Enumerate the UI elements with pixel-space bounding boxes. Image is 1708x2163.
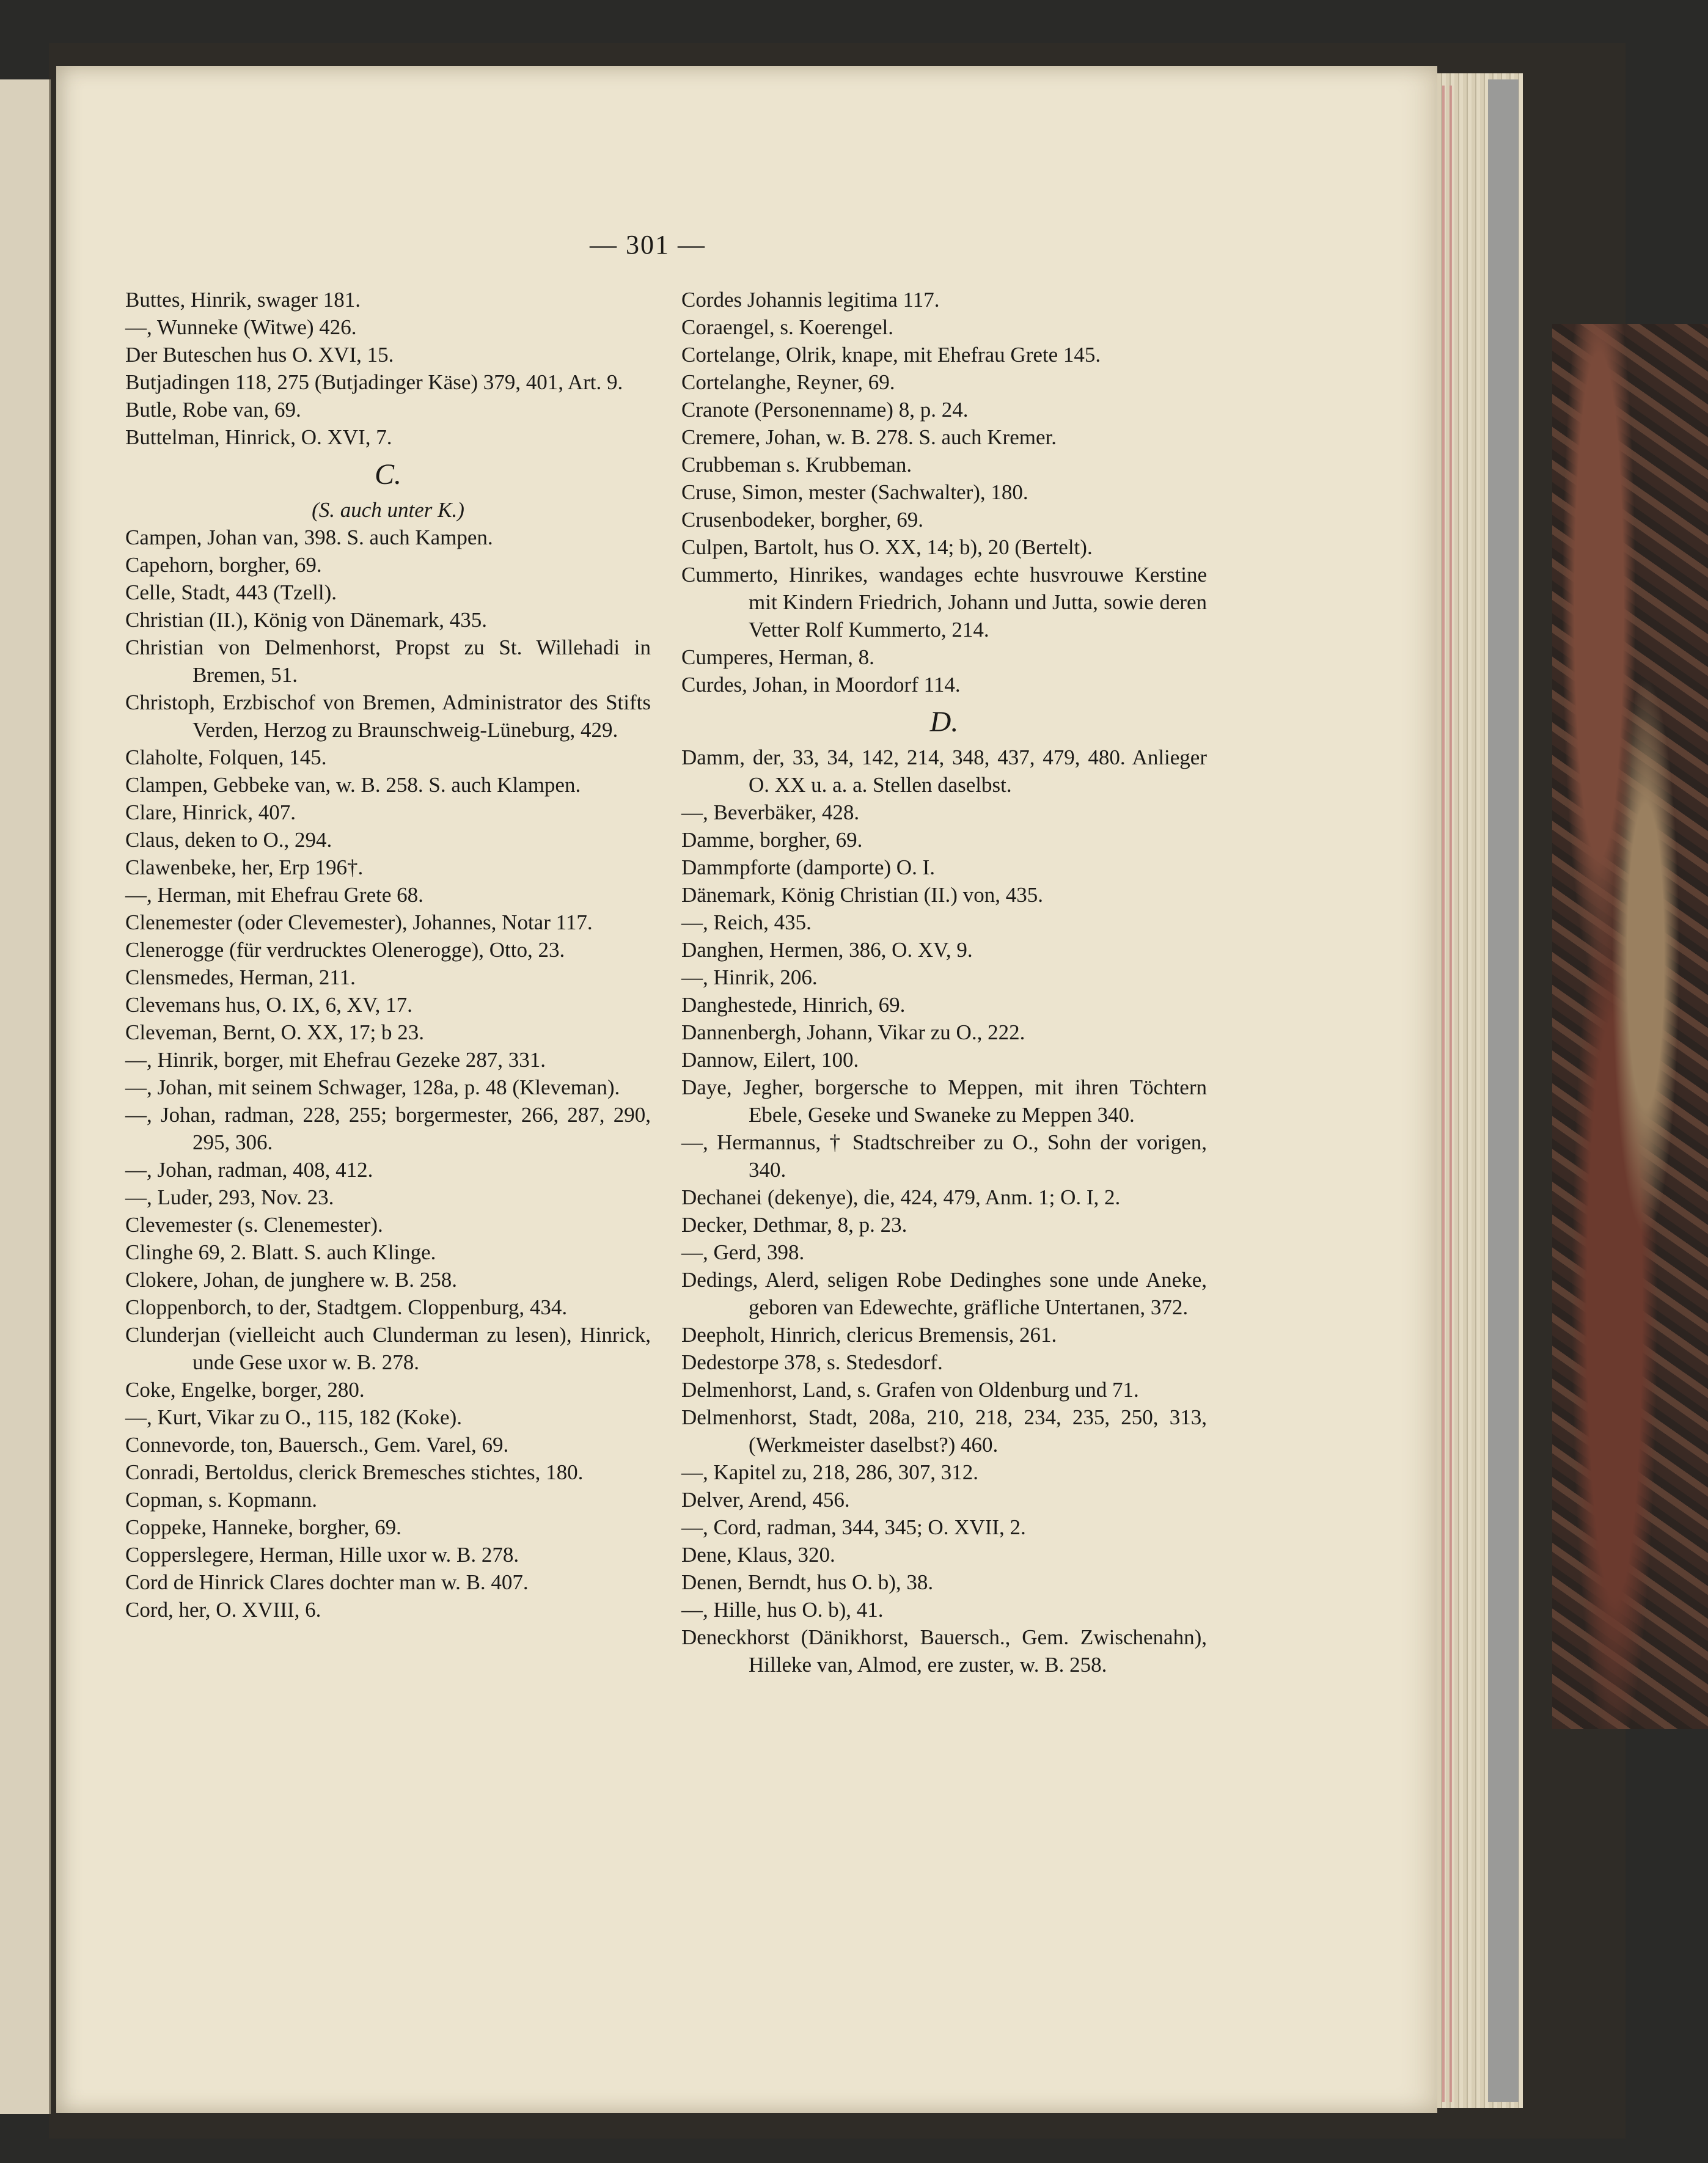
index-entry: Clampen, Gebbeke van, w. B. 258. S. auch Klampen. <box>125 773 581 797</box>
section-letter: C. <box>374 458 401 491</box>
index-entry: —, Hinrik, 206. <box>681 965 818 989</box>
index-entry: —, Herman, mit Ehefrau Grete 68. <box>125 883 423 907</box>
index-entry: Dannenbergh, Johann, Vikar zu O., 222. <box>681 1020 1025 1044</box>
index-entry: Coke, Engelke, borger, 280. <box>125 1378 365 1402</box>
index-entry: Damme, borgher, 69. <box>681 828 863 852</box>
index-entry: Dannow, Eilert, 100. <box>681 1048 859 1072</box>
index-entry: Clenerogge (für verdrucktes Olenerogge), Otto, 23. <box>125 938 565 962</box>
index-entry: Dänemark, König Christian (II.) von, 435. <box>681 883 1043 907</box>
index-entry: Der Buteschen hus O. XVI, 15. <box>125 343 394 367</box>
index-entry: —, Kurt, Vikar zu O., 115, 182 (Koke). <box>125 1405 462 1429</box>
index-entry: Clevemans hus, O. IX, 6, XV, 17. <box>125 993 412 1017</box>
index-entry: Cumperes, Herman, 8. <box>681 645 874 669</box>
index-entry: —, Hermannus, † Stadtschreiber zu O., Sohn der vorigen, 340. <box>681 1130 1207 1182</box>
index-entry: Danghestede, Hinrich, 69. <box>681 993 906 1017</box>
index-entry: Dedestorpe 378, s. Stedesdorf. <box>681 1350 943 1374</box>
index-entry: Clevemester (s. Clenemester). <box>125 1213 383 1237</box>
endpaper-edge <box>1488 79 1519 2102</box>
index-entry: Capehorn, borgher, 69. <box>125 553 322 577</box>
index-entry: —, Gerd, 398. <box>681 1240 805 1264</box>
index-entry: Cruse, Simon, mester (Sachwalter), 180. <box>681 480 1028 504</box>
section-letter: D. <box>929 706 959 738</box>
index-entry: Curdes, Johan, in Moordorf 114. <box>681 673 961 697</box>
right-column <box>681 286 1207 1678</box>
left-page-edge <box>0 79 51 2114</box>
index-entry: —, Hinrik, borger, mit Ehefrau Gezeke 287, 331. <box>125 1048 546 1072</box>
index-entry: Cummerto, Hinrikes, wandages echte husvrouwe Kerstine mit Kindern Friedrich, Johann und Jutta, sowie deren Vetter Rolf Kummerto, 214. <box>681 563 1207 642</box>
index-entry: Cord de Hinrick Clares dochter man w. B. 407. <box>125 1570 529 1594</box>
index-entry: Butle, Robe van, 69. <box>125 398 301 422</box>
index-entry: Buttelman, Hinrick, O. XVI, 7. <box>125 425 392 449</box>
index-entry: Crusenbodeker, borgher, 69. <box>681 508 924 532</box>
index-entry: Clare, Hinrick, 407. <box>125 800 296 824</box>
index-entry: Conradi, Bertoldus, clerick Bremesches stichtes, 180. <box>125 1460 584 1484</box>
index-entry: —, Johan, radman, 408, 412. <box>125 1158 373 1182</box>
index-entry: —, Kapitel zu, 218, 286, 307, 312. <box>681 1460 979 1484</box>
index-entry: Decker, Dethmar, 8, p. 23. <box>681 1213 907 1237</box>
index-entry: Cleveman, Bernt, O. XX, 17; b 23. <box>125 1020 424 1044</box>
index-entry: Danghen, Hermen, 386, O. XV, 9. <box>681 938 973 962</box>
index-entry: Cloppenborch, to der, Stadtgem. Cloppenburg, 434. <box>125 1295 568 1319</box>
index-entry: —, Wunneke (Witwe) 426. <box>125 315 357 339</box>
index-entry: Cremere, Johan, w. B. 278. S. auch Kremer. <box>681 425 1057 449</box>
marbled-cover <box>1552 324 1708 1729</box>
index-entry: —, Johan, mit seinem Schwager, 128a, p. 48 (Kleveman). <box>125 1075 620 1099</box>
index-entry: Delmenhorst, Stadt, 208a, 210, 218, 234, 235, 250, 313, (Werkmeister daselbst?) 460. <box>681 1405 1207 1457</box>
index-entry: Buttes, Hinrik, swager 181. <box>125 288 361 312</box>
index-entry: Claholte, Folquen, 145. <box>125 745 327 769</box>
index-entry: Delmenhorst, Land, s. Grafen von Oldenburg und 71. <box>681 1378 1139 1402</box>
index-entry: Damm, der, 33, 34, 142, 214, 348, 437, 479, 480. Anlieger O. XX u. a. a. Stellen daselbst. <box>681 745 1207 797</box>
index-entry: Cord, her, O. XVIII, 6. <box>125 1598 321 1622</box>
index-entry: Daye, Jegher, borgersche to Meppen, mit ihren Töchtern Ebele, Geseke und Swaneke zu Meppen 340. <box>681 1075 1207 1127</box>
left-column <box>125 286 651 1623</box>
index-entry: Clokere, Johan, de junghere w. B. 258. <box>125 1268 458 1292</box>
index-entry: Clawenbeke, her, Erp 196†. <box>125 855 364 879</box>
index-entry: Clinghe 69, 2. Blatt. S. auch Klinge. <box>125 1240 436 1264</box>
index-entry: —, Luder, 293, Nov. 23. <box>125 1185 334 1209</box>
index-entry: Clensmedes, Herman, 211. <box>125 965 356 989</box>
index-entry: Copperslegere, Herman, Hille uxor w. B. 278. <box>125 1543 519 1567</box>
index-entry: Coraengel, s. Koerengel. <box>681 315 893 339</box>
index-entry: Cranote (Personenname) 8, p. 24. <box>681 398 969 422</box>
index-entry: —, Cord, radman, 344, 345; O. XVII, 2. <box>681 1515 1026 1539</box>
index-entry: Delver, Arend, 456. <box>681 1488 850 1512</box>
index-entry: Cordes Johannis legitima 117. <box>681 288 940 312</box>
index-entry: Copman, s. Kopmann. <box>125 1488 318 1512</box>
index-entry: Connevorde, ton, Bauersch., Gem. Varel, 69. <box>125 1433 509 1457</box>
index-entry: Celle, Stadt, 443 (Tzell). <box>125 580 337 604</box>
index-entry: Deneckhorst (Dänikhorst, Bauersch., Gem. Zwischenahn), Hilleke van, Almod, ere zuster, w. B. 258. <box>681 1625 1207 1677</box>
index-entry: Claus, deken to O., 294. <box>125 828 332 852</box>
index-entry: —, Johan, radman, 228, 255; borgermester, 266, 287, 290, 295, 306. <box>125 1103 651 1154</box>
index-entry: Culpen, Bartolt, hus O. XX, 14; b), 20 (Bertelt). <box>681 535 1093 559</box>
index-entry: Dedings, Alerd, seligen Robe Dedinghes sone unde Aneke, geboren van Edewechte, gräfliche Untertanen, 372. <box>681 1268 1207 1319</box>
index-entry: Campen, Johan van, 398. S. auch Kampen. <box>125 525 493 549</box>
index-entry: Crubbeman s. Krubbeman. <box>681 453 912 477</box>
index-entry: Clunderjan (vielleicht auch Clunderman zu lesen), Hinrick, unde Gese uxor w. B. 278. <box>125 1323 651 1374</box>
index-entry: Clenemester (oder Clevemester), Johannes, Notar 117. <box>125 910 593 934</box>
index-entry: Dammpforte (damporte) O. I. <box>681 855 935 879</box>
index-entry: —, Beverbäker, 428. <box>681 800 860 824</box>
index-entry: —, Hille, hus O. b), 41. <box>681 1598 884 1622</box>
index-entry: Butjadingen 118, 275 (Butjadinger Käse) 379, 401, Art. 9. <box>125 370 623 394</box>
page-number: — 301 — <box>590 230 706 260</box>
page-edge-line <box>1442 86 1445 2102</box>
page-edge-line <box>1450 86 1452 2102</box>
index-entry: Cortelange, Olrik, knape, mit Ehefrau Grete 145. <box>681 343 1101 367</box>
index-entry: Deepholt, Hinrich, clericus Bremensis, 261. <box>681 1323 1057 1347</box>
index-entry: Coppeke, Hanneke, borgher, 69. <box>125 1515 401 1539</box>
index-entry: Dene, Klaus, 320. <box>681 1543 835 1567</box>
index-entry: Christian (II.), König von Dänemark, 435. <box>125 608 487 632</box>
index-entry: Christoph, Erzbischof von Bremen, Administrator des Stifts Verden, Herzog zu Braunschweig-Lüneburg, 429. <box>125 690 651 742</box>
index-entry: —, Reich, 435. <box>681 910 812 934</box>
section-note: (S. auch unter K.) <box>312 498 464 522</box>
index-entry: Denen, Berndt, hus O. b), 38. <box>681 1570 934 1594</box>
index-entry: Cortelanghe, Reyner, 69. <box>681 370 895 394</box>
index-entry: Dechanei (dekenye), die, 424, 479, Anm. 1; O. I, 2. <box>681 1185 1121 1209</box>
index-entry: Christian von Delmenhorst, Propst zu St. Willehadi in Bremen, 51. <box>125 635 651 687</box>
